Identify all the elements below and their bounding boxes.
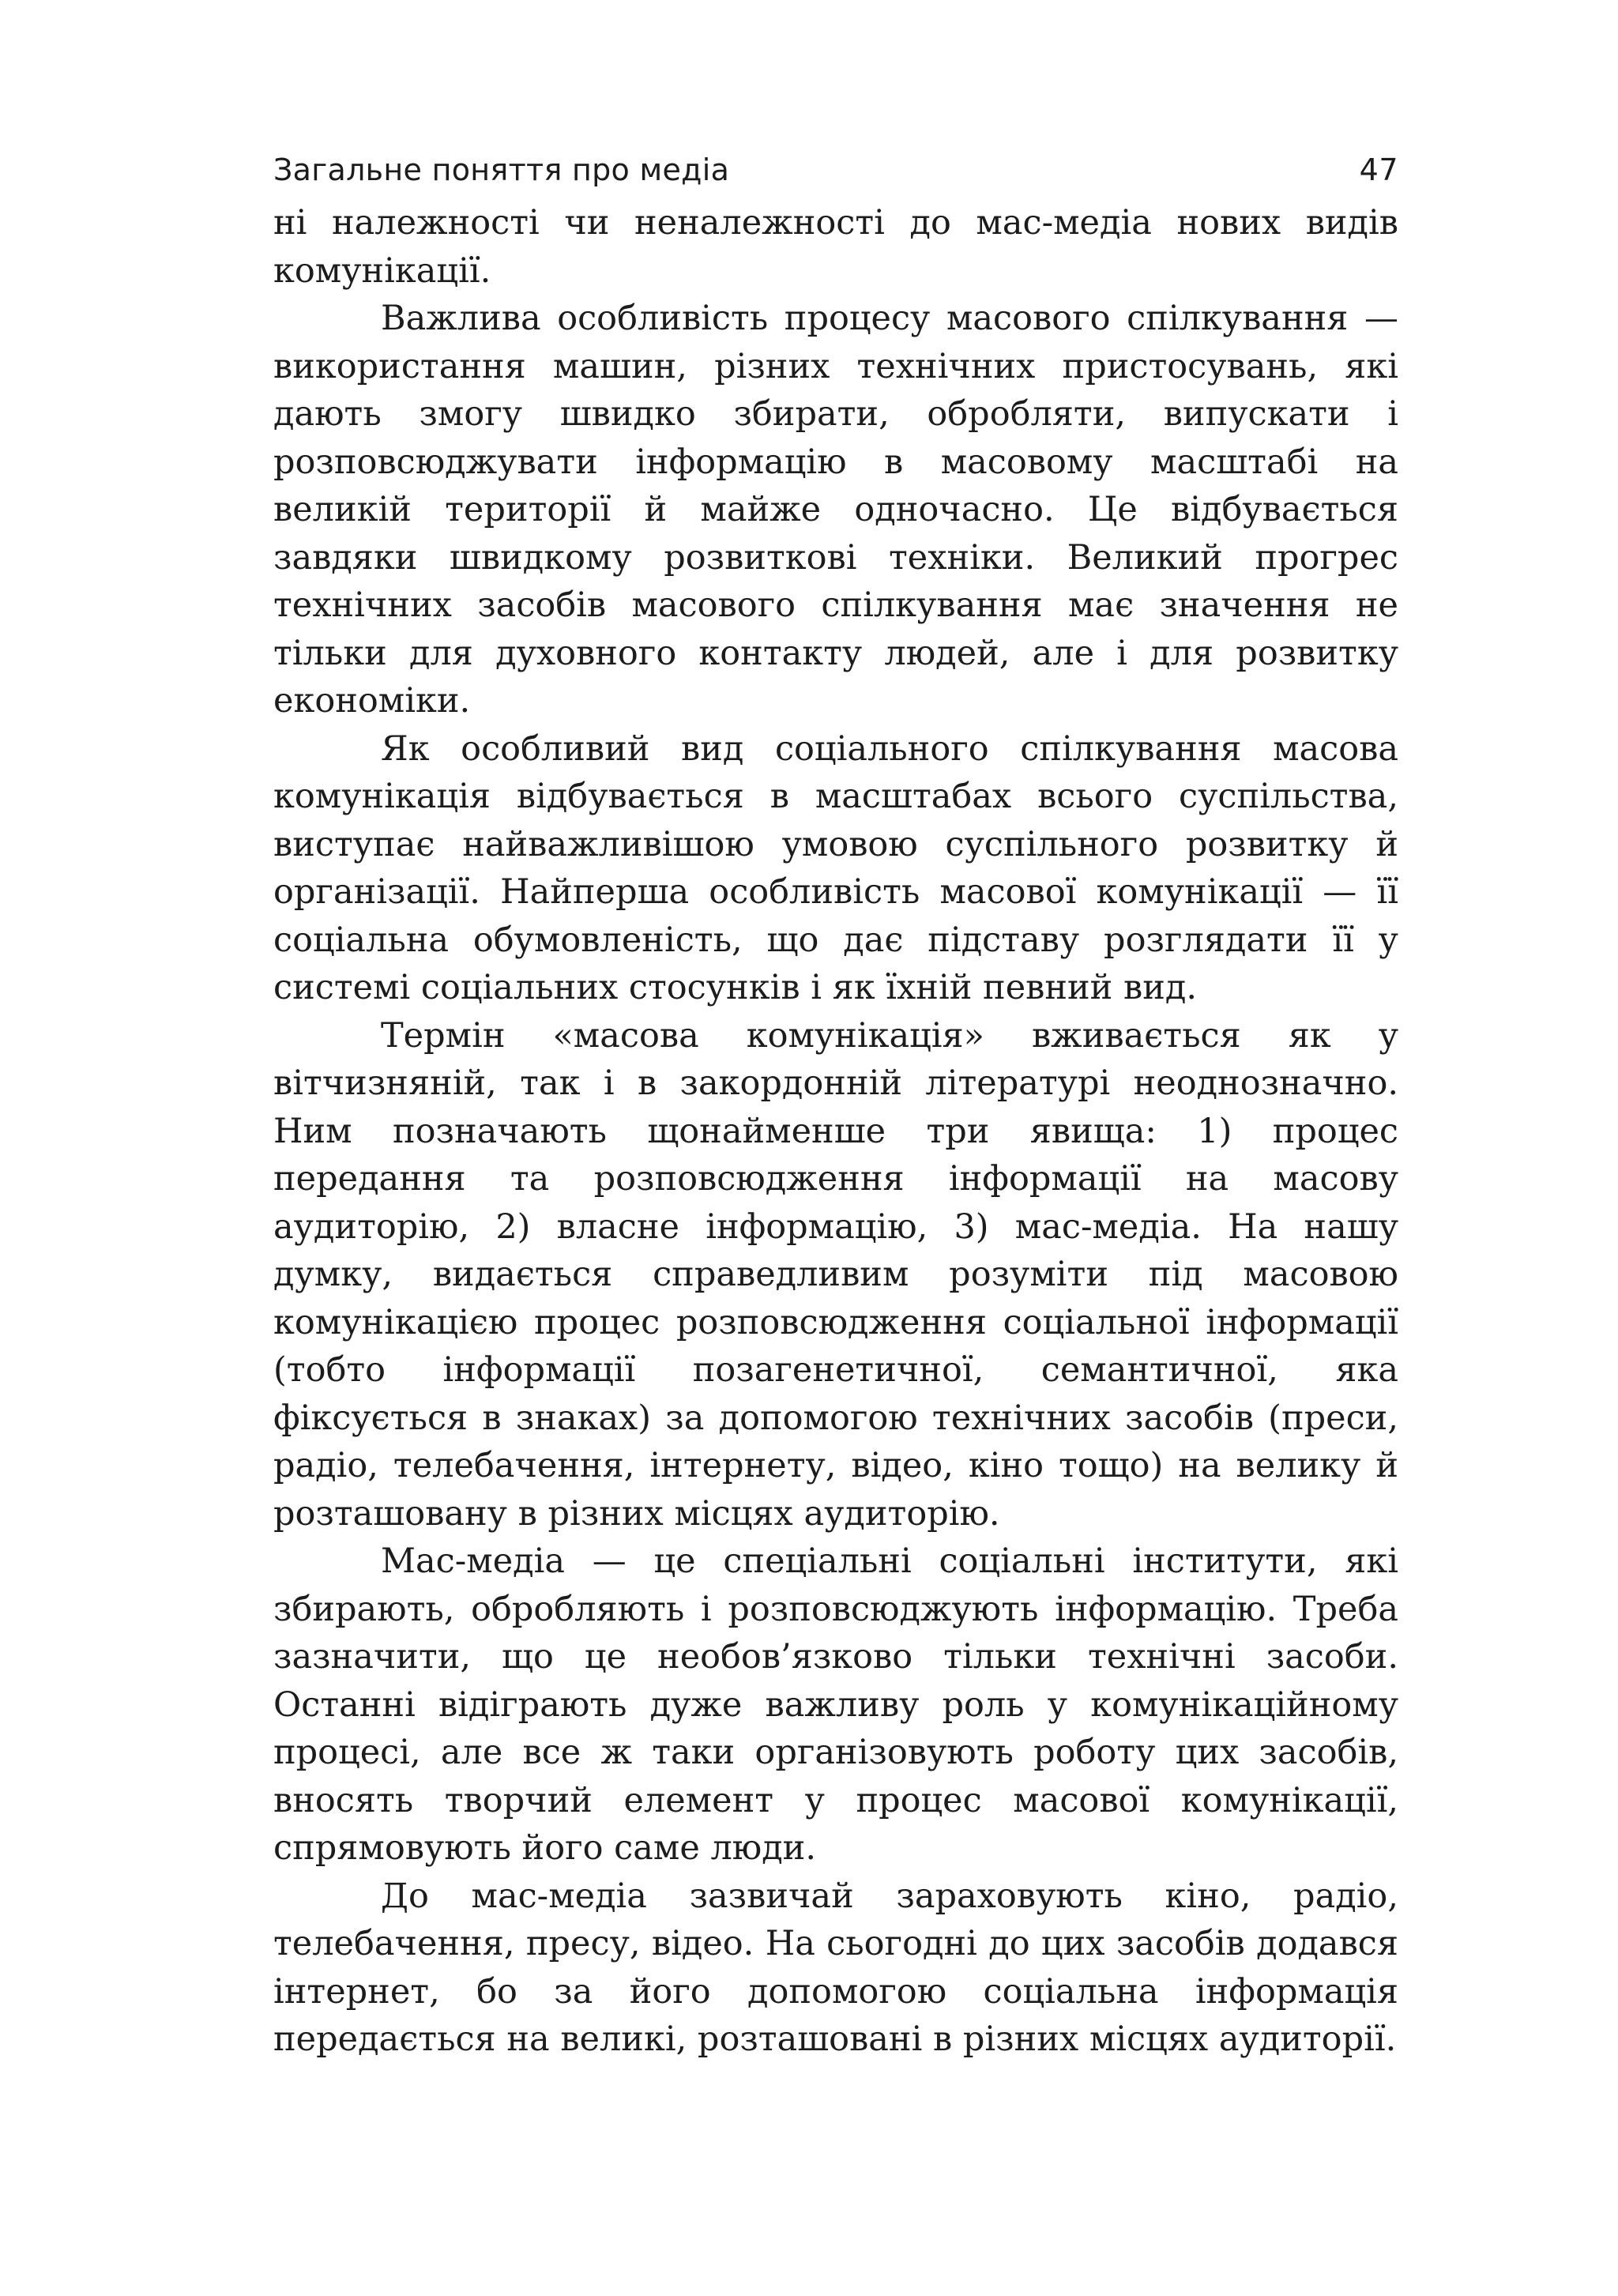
paragraph: До мас-медіа зазвичай зараховують кіно, радіо, телебачення, пресу, відео. На сьогодні до цих засобів додався інтернет, бо за його допомогою соціальна інформація передається на великі, розташовані в різних місцях аудиторії. [273,1876,1398,2059]
body-text [273,199,1398,2064]
paragraph: Як особливий вид соціального спілкування масова комунікація відбувається в масштабах всього суспільства, виступає найважливішою умовою суспільного розвитку й організації. Найперша особливість масової комунікації — її соціальна обумовленість, що дає підставу розглядати її у системі соціальних стосунків і як їхній певний вид. [273,728,1398,1007]
page-number: 47 [1359,152,1398,187]
paragraph: Мас-медіа — це спеціальні соціальні інститути, які збирають, обробляють і розповсюджують інформацію. Треба зазначити, що це необов’язково тільки технічні засоби. Останні відіграють дуже важливу роль у комунікаційному процесі, але все ж таки організовують роботу цих засобів, вносять творчий елемент у процес масової комунікації, спрямовують його саме люди. [273,1541,1398,1868]
paragraph-continued: ні належності чи неналежності до мас-медіа нових видів комунікації. [273,203,1398,291]
paragraph: Термін «масова комунікація» вживається як у вітчизняній, так і в закордонній літературі неоднозначно. Ним позначають щонайменше три явища: 1) процес передання та розповсюдження інформації на масову аудиторію, 2) власне інформацію, 3) мас-медіа. На нашу думку, видається справедливим розуміти під масовою комунікацією процес розповсюдження соціальної інформації (тобто інформації позагенетичної, семантичної, яка фіксується в знаках) за допомогою технічних засобів (преси, радіо, телебачення, інтернету, відео, кіно тощо) на велику й розташовану в різних місцях аудиторію. [273,1015,1398,1534]
running-head [273,142,1398,198]
paragraph: Важлива особливість процесу масового спілкування — використання машин, різних технічних пристосувань, які дають змогу швидко збирати, обробляти, випускати і розповсюджувати інформацію в масовому масштабі на великій території й майже одночасно. Це відбувається завдяки швидкому розвиткові техніки. Великий прогрес технічних засобів масового спілкування має значення не тільки для духовного контакту людей, але і для розвитку економіки. [273,299,1398,721]
book-page [273,142,1398,2064]
running-title: Загальне поняття про медіа [273,152,730,187]
